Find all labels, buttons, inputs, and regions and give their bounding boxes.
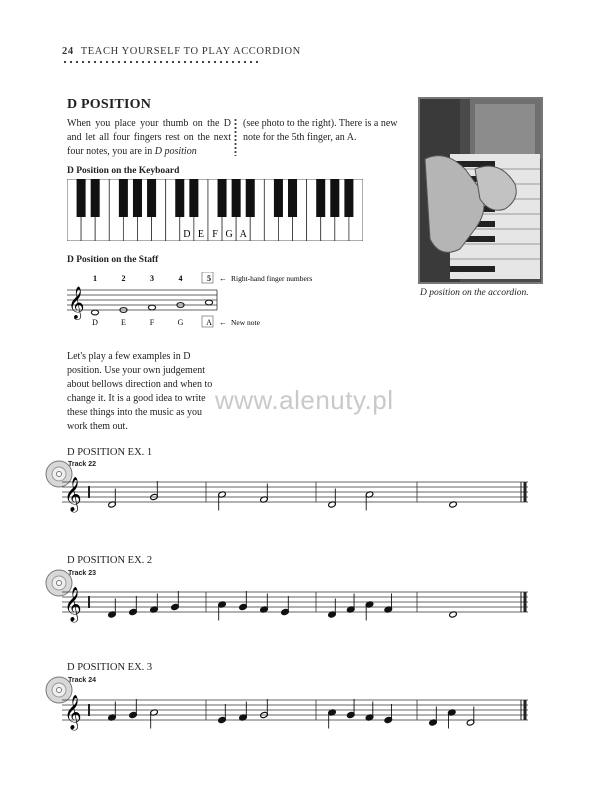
staff-lines — [67, 290, 217, 310]
intro-right-column: (see photo to the right). There is a new note for the 5th finger, an A. — [243, 118, 398, 143]
exercise-staff — [62, 470, 532, 520]
track-label: Track 24 — [68, 677, 97, 684]
note-names — [92, 318, 212, 327]
treble-clef-icon: 𝄞 — [64, 477, 82, 512]
black-key — [189, 179, 198, 217]
black-key — [246, 179, 255, 217]
finger-number: 1 — [93, 274, 97, 283]
exercise-staff — [62, 688, 532, 738]
keyboard-diagram — [67, 179, 363, 241]
whole-notes — [91, 300, 212, 315]
finger-numbers — [93, 274, 211, 283]
track-label: Track 22 — [68, 461, 97, 468]
finger-number: 3 — [150, 274, 154, 283]
note-name: F — [149, 318, 155, 327]
book-title: TEACH YOURSELF TO PLAY ACCORDION — [80, 46, 301, 57]
running-head — [62, 46, 301, 57]
black-key — [175, 179, 184, 217]
page-number: 24 — [62, 46, 74, 57]
staff-figure — [67, 272, 367, 332]
note-name: G — [177, 318, 184, 327]
key-label: E — [197, 229, 204, 240]
section-title: D POSITION — [67, 97, 152, 112]
whole-note — [91, 310, 98, 315]
key-label: A — [239, 229, 247, 240]
treble-clef-icon: 𝄞 — [68, 286, 85, 319]
black-key — [288, 179, 297, 217]
intro-left-column — [67, 117, 231, 159]
exercise-title: D POSITION EX. 2 — [67, 555, 153, 566]
exercise-title: D POSITION EX. 1 — [67, 447, 153, 458]
black-key — [147, 179, 156, 217]
exercise-title: D POSITION EX. 3 — [67, 662, 153, 673]
intro-left-emphasis: D position — [154, 146, 197, 157]
keyboard-heading: D Position on the Keyboard — [67, 166, 180, 176]
black-key — [274, 179, 283, 217]
black-key — [91, 179, 100, 217]
exercise-staff — [62, 580, 532, 630]
arrow-icon: ← — [219, 274, 227, 283]
black-key — [119, 179, 128, 217]
note-name: D — [92, 318, 98, 327]
key-label: G — [225, 229, 233, 240]
black-key — [133, 179, 142, 217]
black-key — [218, 179, 227, 217]
key-label: D — [183, 229, 191, 240]
accordion-photo — [418, 97, 543, 284]
black-key — [344, 179, 353, 217]
track-label: Track 23 — [68, 570, 97, 577]
black-key — [77, 179, 86, 217]
finger-numbers-annotation: Right-hand finger numbers — [231, 274, 313, 283]
black-key — [316, 179, 325, 217]
treble-clef-icon: 𝄞 — [64, 587, 82, 622]
examples-intro: Let's play a few examples in D position. Use your own judgement about bellows direction and when to change it. It is a good idea to write these things into the music as you work them out. — [67, 351, 213, 432]
column-divider — [234, 118, 237, 156]
note-name: A — [206, 318, 212, 327]
arrow-icon: ← — [219, 318, 227, 327]
intro-left-text: When you place your thumb on the D and let all four fingers rest on the next four notes, you are in — [67, 118, 231, 157]
note-name: E — [121, 318, 126, 327]
finger-number: 5 — [207, 274, 211, 283]
dotted-rule — [62, 60, 260, 64]
key-label: F — [212, 229, 218, 240]
finger-number: 2 — [121, 274, 126, 283]
new-note-annotation: New note — [231, 318, 260, 327]
treble-clef-icon: 𝄞 — [64, 695, 82, 730]
black-key — [232, 179, 241, 217]
finger-number: 4 — [178, 274, 183, 283]
photo-caption: D position on the accordion. — [420, 288, 529, 298]
staff-heading: D Position on the Staff — [67, 255, 159, 265]
whole-note — [205, 300, 212, 305]
whole-note — [148, 305, 155, 310]
watermark: www.alenuty.pl — [215, 385, 394, 415]
black-key — [330, 179, 339, 217]
